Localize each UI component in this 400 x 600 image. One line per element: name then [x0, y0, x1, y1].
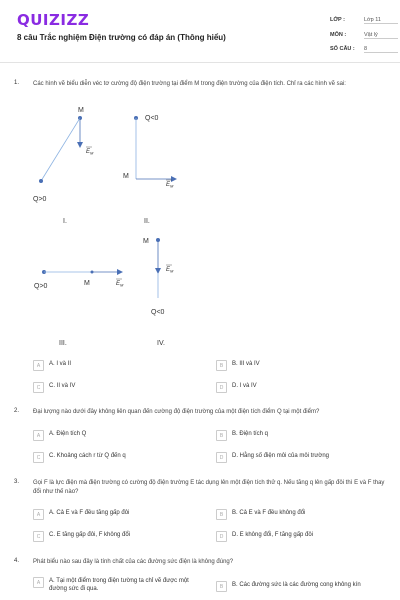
- option-letter-box: B: [216, 430, 227, 441]
- option-letter-box: C: [33, 382, 44, 393]
- q4-option-a[interactable]: [33, 577, 208, 593]
- fig3-m-label: M: [84, 280, 90, 287]
- meta-count-value: 8: [364, 46, 398, 53]
- option-text: A. Tại một điểm trong điện tường ta chỉ vẽ được một đường sức đi qua.: [49, 578, 189, 592]
- question-1-number: 1.: [14, 80, 20, 86]
- quizizz-logo: QUIZIZZ: [17, 11, 90, 29]
- figure-i: [33, 107, 94, 203]
- caption-iii: III.: [59, 340, 67, 347]
- option-text: C. Khoảng cách r từ Q đến q: [49, 453, 126, 459]
- question-1-figure: [0, 95, 400, 355]
- question-2-text: Đại lượng nào dưới đây không liên quan đến cường độ điện trường của một điện tích điểm Q tại một điểm?: [33, 409, 320, 415]
- option-text: D. E không đổi, F tăng gấp đôi: [232, 532, 314, 538]
- q3-option-d[interactable]: [216, 531, 313, 542]
- option-letter-box: D: [216, 531, 227, 542]
- fig2-m-label: M: [123, 173, 129, 180]
- q1-option-c[interactable]: [33, 382, 75, 393]
- q3-option-b[interactable]: [216, 509, 305, 520]
- option-letter-box: B: [216, 509, 227, 520]
- option-text: B. III và IV: [232, 361, 260, 367]
- figure-ii: [123, 115, 176, 189]
- option-letter-box: C: [33, 531, 44, 542]
- q2-option-c[interactable]: [33, 452, 126, 463]
- fig1-m-label: M: [78, 107, 84, 114]
- fig1-charge: [39, 179, 43, 183]
- caption-i: I.: [63, 218, 67, 225]
- option-letter-box: B: [216, 581, 227, 592]
- option-letter-box: A: [33, 430, 44, 441]
- option-text: A. Cả E và F đều tăng gấp đôi: [49, 510, 130, 516]
- option-text: A. Điện tích Q: [49, 431, 87, 437]
- figure-iv: [143, 238, 174, 316]
- q3-option-c[interactable]: [33, 531, 130, 542]
- meta-class-value: Lớp 11: [364, 17, 398, 24]
- question-3-text: Gọi F là lực điện mà điện trường có cường độ điện trường E tác dụng lên một điện tích thử q. Nếu tăng q lên gấp đôi thì E và F thay đổi như thế nào?: [33, 480, 385, 495]
- fig4-e-label: $E_M$: [166, 267, 174, 274]
- option-letter-box: D: [216, 382, 227, 393]
- q2-option-d[interactable]: [216, 452, 329, 463]
- option-text: D. Hằng số điện môi của môi trường: [232, 453, 329, 459]
- option-letter-box: D: [216, 452, 227, 463]
- option-text: C. E tăng gấp đôi, F không đổi: [49, 532, 131, 538]
- fig3-e-label: $E_M$: [116, 281, 124, 288]
- option-text: B. Các đường sức là các đường cong không kín: [232, 582, 361, 588]
- option-text: A. I và II: [49, 361, 72, 367]
- q4-option-b[interactable]: [216, 581, 396, 592]
- figure-iii: [34, 270, 124, 290]
- worksheet-title: 8 câu Trắc nghiệm Điện trường có đáp án (Thông hiểu): [17, 33, 226, 42]
- meta-count-label: SỐ CÂU :: [330, 46, 355, 52]
- option-letter-box: B: [216, 360, 227, 371]
- question-4-text: Phát biểu nào sau đây là tính chất của các đường sức điện là không đúng?: [33, 559, 234, 565]
- fig1-e-label: $E_M$: [86, 149, 94, 156]
- option-text: D. I và IV: [232, 383, 257, 389]
- fig1-charge-label: Q>0: [33, 196, 47, 203]
- meta-class-label: LỚP :: [330, 17, 345, 23]
- question-2-number: 2.: [14, 408, 20, 414]
- fig2-e-label: $E_M$: [166, 182, 174, 189]
- question-3-number: 3.: [14, 479, 20, 485]
- worksheet-header: [0, 0, 400, 63]
- question-1-text: Các hình vẽ biểu diễn véc tơ cường độ điện trường tại điểm M trong điện trường của điện tích. Chỉ ra các hình vẽ sai:: [33, 81, 346, 87]
- fig1-connector-line: [41, 118, 80, 181]
- option-text: B. Điện tích q: [232, 431, 269, 437]
- q1-option-a[interactable]: [33, 360, 71, 371]
- caption-ii: II.: [144, 218, 150, 225]
- q2-option-b[interactable]: [216, 430, 268, 441]
- fig4-charge-label: Q<0: [151, 309, 165, 316]
- caption-iv: IV.: [157, 340, 165, 347]
- option-text: B. Cả E và F đều không đổi: [232, 510, 306, 516]
- option-letter-box: A: [33, 577, 44, 588]
- fig3-charge-label: Q>0: [34, 283, 48, 290]
- option-letter-box: A: [33, 360, 44, 371]
- meta-subject-label: MÔN :: [330, 32, 347, 38]
- fig4-m-label: M: [143, 238, 149, 245]
- question-4-number: 4.: [14, 558, 20, 564]
- q1-option-b[interactable]: [216, 360, 260, 371]
- q3-option-a[interactable]: [33, 509, 129, 520]
- q2-option-a[interactable]: [33, 430, 86, 441]
- meta-subject-value: Vật lý: [364, 32, 398, 39]
- fig2-charge-label: Q<0: [145, 115, 159, 122]
- option-letter-box: C: [33, 452, 44, 463]
- option-letter-box: A: [33, 509, 44, 520]
- q1-option-d[interactable]: [216, 382, 257, 393]
- option-text: C. II và IV: [49, 383, 76, 389]
